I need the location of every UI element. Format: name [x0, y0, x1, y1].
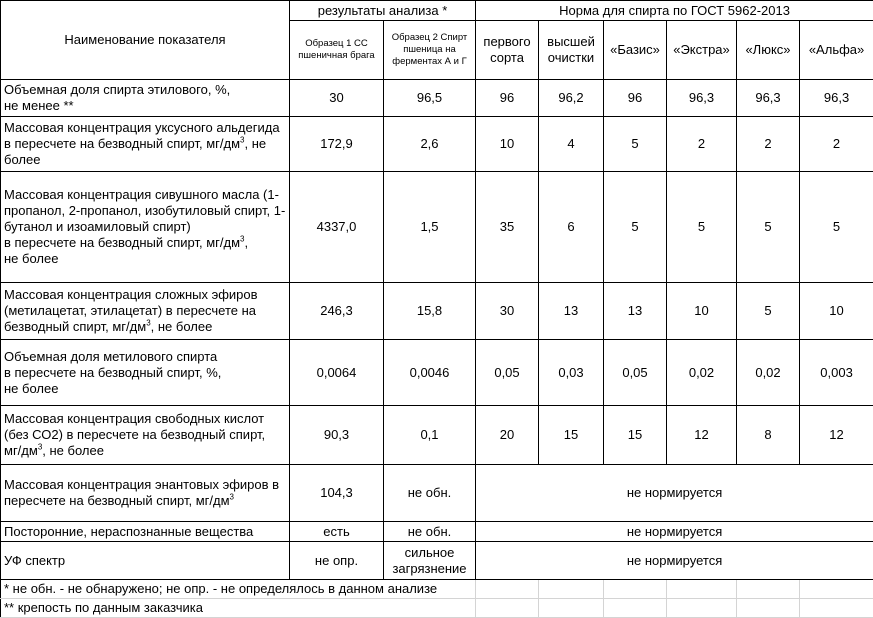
row-norm-2: 6 [539, 172, 604, 283]
row-norm-1: 20 [476, 406, 539, 465]
row-norm-5: 5 [737, 172, 800, 283]
row-norm-1: 96 [476, 80, 539, 117]
row-norm-3: 5 [604, 172, 667, 283]
row-name: Объемная доля спирта этилового, %, не менее ** [1, 80, 290, 117]
empty-cell [667, 580, 737, 599]
header-norm-3: «Базис» [604, 21, 667, 80]
row-norm-6: 0,003 [800, 340, 873, 406]
row-sample2: не обн. [384, 465, 476, 522]
row-name: Объемная доля метилового спирта в пересчете на безводный спирт, %, не более [1, 340, 290, 406]
row-sample2: не обн. [384, 522, 476, 542]
row-sample2: 1,5 [384, 172, 476, 283]
row-norm-3: 96 [604, 80, 667, 117]
row-norm-1: 30 [476, 283, 539, 340]
row-norm-merged: не нормируется [476, 465, 873, 522]
row-sample1: есть [290, 522, 384, 542]
header-sample1: Образец 1 СС пшеничная брага [290, 21, 384, 80]
row-norm-6: 2 [800, 117, 873, 172]
row-sample2: 0,1 [384, 406, 476, 465]
row-norm-1: 0,05 [476, 340, 539, 406]
empty-cell [667, 599, 737, 618]
table-row [1, 522, 873, 542]
row-norm-3: 0,05 [604, 340, 667, 406]
row-norm-merged: не нормируется [476, 542, 873, 580]
row-norm-2: 96,2 [539, 80, 604, 117]
row-sample1: 90,3 [290, 406, 384, 465]
footnote-1: * не обн. - не обнаружено; не опр. - не определялось в данном анализе [1, 580, 476, 599]
row-name: Массовая концентрация свободных кислот (без СО2) в пересчете на безводный спирт, $мг/дм^3$, не более [1, 406, 290, 465]
empty-cell [800, 580, 873, 599]
row-name: Массовая концентрация сивушного масла (1-пропанол, 2-пропанол, изобутиловый спирт, 1-бутанол и изоамиловый спирт) в пересчете на безводный спирт, $мг/дм^3$, не более [1, 172, 290, 283]
row-norm-6: 5 [800, 172, 873, 283]
row-norm-5: 96,3 [737, 80, 800, 117]
row-norm-5: 2 [737, 117, 800, 172]
row-norm-5: 0,02 [737, 340, 800, 406]
footnote-row [1, 580, 873, 599]
row-sample2: 96,5 [384, 80, 476, 117]
header-norm-1: первого сорта [476, 21, 539, 80]
row-sample1: 172,9 [290, 117, 384, 172]
row-sample2: 15,8 [384, 283, 476, 340]
row-norm-4: 10 [667, 283, 737, 340]
row-name: УФ спектр [1, 542, 290, 580]
empty-cell [604, 599, 667, 618]
row-norm-4: 12 [667, 406, 737, 465]
header-name-col: Наименование показателя [1, 1, 290, 80]
table-row [1, 172, 873, 283]
row-name: Массовая концентрация энантовых эфиров в пересчете на безводный спирт, $мг/дм^3$ [1, 465, 290, 522]
row-norm-1: 10 [476, 117, 539, 172]
table-row [1, 117, 873, 172]
table-row [1, 283, 873, 340]
row-norm-3: 5 [604, 117, 667, 172]
table-row [1, 340, 873, 406]
row-norm-2: 15 [539, 406, 604, 465]
row-norm-merged: не нормируется [476, 522, 873, 542]
row-norm-4: 0,02 [667, 340, 737, 406]
row-norm-1: 35 [476, 172, 539, 283]
footnote-2: ** крепость по данным заказчика [1, 599, 476, 618]
row-sample1: 30 [290, 80, 384, 117]
row-sample1: 246,3 [290, 283, 384, 340]
row-norm-2: 4 [539, 117, 604, 172]
row-name: Массовая концентрация уксусного альдегида в пересчете на безводный спирт, $мг/дм^3$, не более [1, 117, 290, 172]
row-sample2: 2,6 [384, 117, 476, 172]
row-norm-6: 12 [800, 406, 873, 465]
row-norm-4: 2 [667, 117, 737, 172]
empty-cell [476, 599, 539, 618]
header-results-group: результаты анализа * [290, 1, 476, 21]
table-row [1, 80, 873, 117]
row-sample1: 0,0064 [290, 340, 384, 406]
row-norm-5: 8 [737, 406, 800, 465]
header-norm-group: Норма для спирта по ГОСТ 5962-2013 [476, 1, 873, 21]
table-row [1, 465, 873, 522]
empty-cell [737, 599, 800, 618]
empty-cell [737, 580, 800, 599]
row-sample1: 104,3 [290, 465, 384, 522]
footnote-row [1, 599, 873, 618]
row-norm-6: 10 [800, 283, 873, 340]
row-norm-2: 0,03 [539, 340, 604, 406]
table-row [1, 406, 873, 465]
empty-cell [539, 599, 604, 618]
empty-cell [476, 580, 539, 599]
row-norm-2: 13 [539, 283, 604, 340]
row-norm-6: 96,3 [800, 80, 873, 117]
row-norm-3: 13 [604, 283, 667, 340]
row-sample2: сильное загрязнение [384, 542, 476, 580]
header-sample2: Образец 2 Спирт пшеница на ферментах А и Г [384, 21, 476, 80]
empty-cell [604, 580, 667, 599]
header-norm-5: «Люкс» [737, 21, 800, 80]
row-sample1: 4337,0 [290, 172, 384, 283]
row-sample2: 0,0046 [384, 340, 476, 406]
row-name: Массовая концентрация сложных эфиров (метилацетат, этилацетат) в пересчете на безводный спирт, $мг/дм^3$, не более [1, 283, 290, 340]
empty-cell [539, 580, 604, 599]
row-norm-4: 96,3 [667, 80, 737, 117]
header-norm-6: «Альфа» [800, 21, 873, 80]
row-name: Посторонние, нераспознанные вещества [1, 522, 290, 542]
header-norm-2: высшей очистки [539, 21, 604, 80]
row-norm-5: 5 [737, 283, 800, 340]
empty-cell [800, 599, 873, 618]
row-sample1: не опр. [290, 542, 384, 580]
table-row [1, 542, 873, 580]
row-norm-4: 5 [667, 172, 737, 283]
header-norm-4: «Экстра» [667, 21, 737, 80]
row-norm-3: 15 [604, 406, 667, 465]
